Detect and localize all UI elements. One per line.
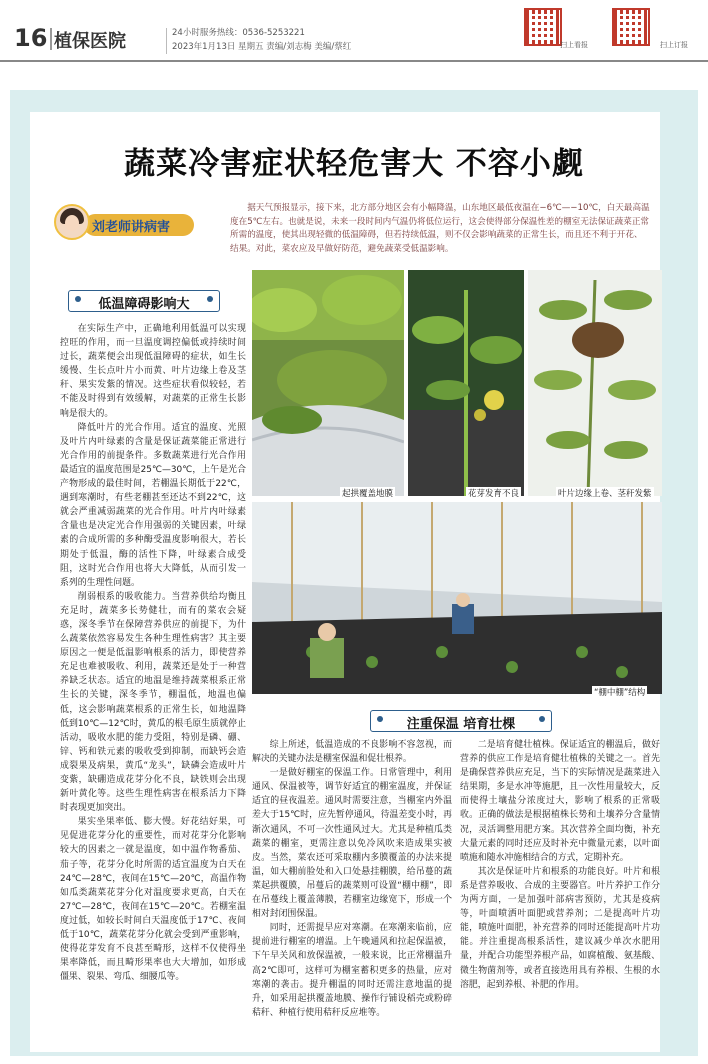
col2-para-3: 同时，还需提早应对寒潮。在寒潮来临前，应提前进行棚室的增温。上午晚通风和拉起保温被，下午早关风和放保温被，一般来说，比正常棚温升高2℃即可，这样可为棚室蓄积更多的热量，应对寒潮的袭击。提升棚温的同时还需注意地温的提升，如采用起拱覆盖地膜、操作行铺设稻壳或粉碎秸秆、种植行使用秸秆反应堆等。 xyxy=(252,923,452,1018)
col1-para-2: 降低叶片的光合作用。适宜的温度、光照及叶片内叶绿素的含量是保证蔬菜能正常进行光合作用的前提条件。多数蔬菜进行光合作用最适宜的温度范围是25℃—30℃，上午是光合产物形成的最佳时间，若棚温长期低于22℃，遇到寒潮时，有些老棚甚至还达不到22℃，这就会严重减弱蔬菜的光合作用。叶片内叶绿素含量也是决定光合作用强弱的关键因素，叶绿素的合成所需的多种酶受温度影响很大，若长期处于低温，酶的活性下降，叶绿素合成受阻，这时光合作用也将大大降低，从而引发一系列的生理性问题。 xyxy=(60,422,246,588)
hotline: 24小时服务热线：0536-5253221 xyxy=(172,28,305,38)
header-rule xyxy=(0,60,708,62)
article-title: 蔬菜冷害症状轻危害大 不容小觑 xyxy=(124,146,584,182)
qr-label-subscribe: 扫上订报 xyxy=(660,41,688,49)
col1-para-4: 果实坐果率低、膨大慢。好花结好果，可见促进花芽分化的重要性，而对花芽分化影响较大的因素之一就是温度，如中温作物番茄、茄子等，花芽分化时所需的适宜温度为白天在24℃—28℃，夜间在15℃—20℃，高温作物如瓜类蔬菜花芽分化对温度要求更高，白天在27℃—28℃，夜间在15℃—20℃。若棚室温度过低，如较长时间白天温度低于17℃、夜间低于10℃，蔬菜花芽分化就会受到严重影响，使得花芽发育不良甚至畸形，这样不仅使得坐果率降低，而且畸形果率也大大增加，如形成僵果、裂果、弯瓜、细腰瓜等。 xyxy=(60,817,246,983)
caption-tunnel: “棚中棚”结构 xyxy=(594,688,646,698)
column-badge-label: 刘老师讲病害 xyxy=(92,220,171,235)
header-divider-2 xyxy=(166,28,167,54)
col2-para-1: 综上所述，低温造成的不良影响不容忽视，而解决的关键办法是棚室保温和促壮根养。 xyxy=(252,740,452,765)
photo-greenhouse-image xyxy=(252,502,662,694)
col1-para-1: 在实际生产中，正确地利用低温可以实现控旺的作用，而一旦温度调控偏低或持续时间过长，蔬菜便会出现低温障碍的症状，如生长缓慢、生长点叶片小而黄、叶片边缘上卷及茎秆、果实发紫的情况。这些症状看似较轻，若不能及时得到有效缓解，对蔬菜的正常生长影响是很大的。 xyxy=(60,324,246,419)
col1-para-3: 削弱根系的吸收能力。当营养供给均衡且充足时，蔬菜多长势健壮，而有的菜农会疑惑，深冬季节在保障营养供应的前提下，为什么蔬菜依然容易发生各种生理性病害？其主要原因之一便是低温影响根系的活力，即使营养充足也难被吸收、利用，蔬菜还是处于一种营养缺乏状态。适宜的地温是维持蔬菜根系正常生长的关键，深冬季节，棚温低，地温也偏低，这会影响蔬菜根系的正常生长，如地温降低到10℃—12℃时，黄瓜的根毛原生质就停止活动，吸收水肥的能力受阻，特别是磷、硼、锌、钙和铁元素的吸收受到抑制，而缺钙会造成裂果及病果，黄瓜“龙头”，缺磷会造成叶片变紫，缺硼造成花芽分化不良，缺铁则会出现新叶黄化等。这些生理性病害在根系活力下降时表现更加突出。 xyxy=(60,591,246,814)
section-title: 植保医院 xyxy=(54,31,126,52)
qr-code-read-icon[interactable] xyxy=(524,8,562,46)
photo-mulch-film xyxy=(252,270,404,496)
col2-para-2: 一是做好棚室的保温工作。日常管理中，利用通风、保温被等，调节好适宜的棚室温度，并保证适宜的昼夜温差。通风时需要注意，当棚室内外温差大于15℃时，应先暂停通风，待温差变小时，再渐次通风，不可一次性通风过大。尤其是种植瓜类蔬菜的棚室，更需注意以免冷风吹来造成果实被皮。当然，菜农还可采取棚内多膜覆盖的办法来提温，如大棚前脸处和入口处悬挂棚膜，给吊蔓的蔬菜起拱覆膜，吊蔓后的蔬菜则可设置“棚中棚”，即在吊蔓线上覆盖薄膜，若棚室边缘宽下，形成一个相对封闭围保温。 xyxy=(252,768,452,920)
photo-leaf-curl-image xyxy=(528,270,662,496)
photo-flower-bud xyxy=(408,270,524,496)
column-2 xyxy=(252,738,452,1048)
author-avatar xyxy=(54,204,90,240)
col3-para-2: 其次是保证叶片和根系的功能良好。叶片和根系是营养吸收、合成的主要器官。叶片养护工作分为两方面，一是加强叶部病害预防，尤其是疫病等，叶面喷洒叶面肥或营养剂；二是提高叶片功能，喷施叶面肥，补充营养的同时还能提高叶片功能。并注重提高根系活性，建议减少单次水肥用量，并配合功能型养根产品，如腐植酸、氨基酸、微生物菌剂等，或者直接选用具有养根、生根的水溶肥，起到养根、补肥的作用。 xyxy=(460,866,660,990)
qr-code-subscribe-icon[interactable] xyxy=(612,8,650,46)
col3-para-1: 二是培育健壮植株。保证适宜的棚温后，做好营养的供应工作是培育健壮植株的关键之一。首先是确保营养供应充足，当下的实际情况是蔬菜进入结果期，多是水冲等施肥，且一次性用量较大，反而使得土壤盐分浓度过大，影响了根系的正常吸收。正确的做法是根据植株长势和土壤养分含量情况，灵活调整用肥方案。其次营养全面均衡，补充大量元素的同时还应及时补充中微量元素，以叶面喷施和随水冲施相结合的方式，定期补充。 xyxy=(460,740,660,863)
photo-mulch-film-image xyxy=(252,270,404,496)
article-intro: 据天气预报显示，接下来，北方部分地区会有小幅降温，山东地区最低夜温在−6℃—−10℃，白天最高温度在5℃左右。也就是说，未来一段时间内气温仍将低位运行，这会使得部分保温性差的棚室无法保证蔬菜正常所需的温度，使其出现轻微的低温障碍，但若持续低温，则不仅会影响蔬菜的正常生长，而且还不利于开花、结果。对此，菜农应及早做好防范，避免蔬菜受低温影响。 xyxy=(230,203,650,254)
column-1 xyxy=(60,322,246,1042)
subhead-keep-warm xyxy=(370,710,552,732)
page-header xyxy=(0,0,708,62)
photo-flower-bud-image xyxy=(408,270,524,496)
subhead-low-temp-text: 低温障碍影响大 xyxy=(98,297,190,312)
page-number: 16 xyxy=(14,24,48,52)
subhead-keep-warm-text: 注重保温 培育壮棵 xyxy=(406,717,516,732)
photo-greenhouse xyxy=(252,502,662,694)
photo-leaf-curl xyxy=(528,270,662,496)
header-divider xyxy=(50,28,52,50)
column-badge xyxy=(84,214,194,236)
dateline: 2023年1月13日 星期五 责编/刘志梅 美编/蔡红 xyxy=(172,42,352,52)
column-3 xyxy=(460,738,660,1048)
subhead-low-temp xyxy=(68,290,220,312)
qr-label-read: 扫上看报 xyxy=(560,41,588,49)
caption-flower: 花芽发育不良 xyxy=(468,489,520,499)
caption-mulch: 起拱覆盖地膜 xyxy=(342,489,394,499)
caption-leaf-curl: 叶片边缘上卷、茎秆发紫 xyxy=(558,489,652,499)
